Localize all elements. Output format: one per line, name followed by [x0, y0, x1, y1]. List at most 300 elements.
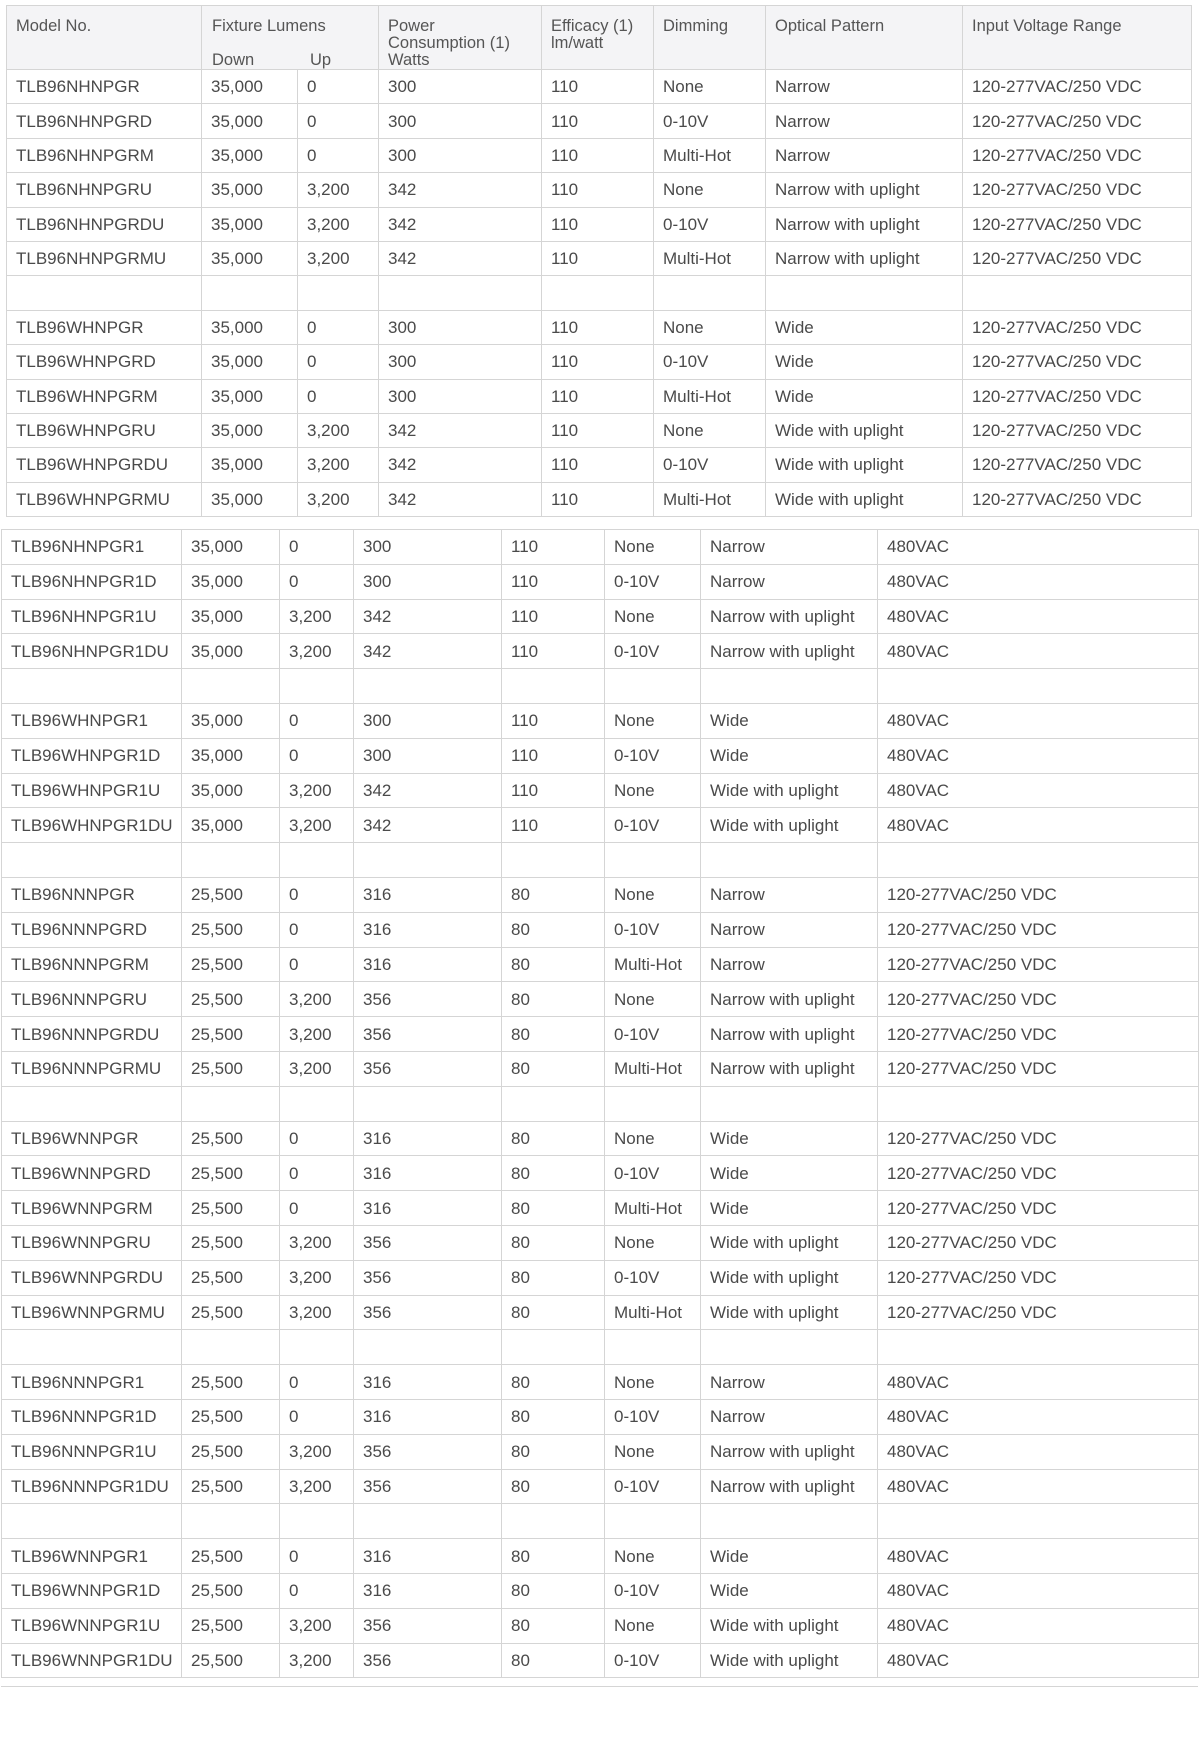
header-efficacy-line1: Efficacy (1): [551, 17, 634, 35]
cell-lumens-up: 3,200: [280, 1434, 354, 1469]
spacer-cell: [502, 843, 605, 878]
cell-efficacy: 110: [502, 703, 605, 738]
cell-efficacy: 110: [502, 773, 605, 808]
cell-input-voltage: 480VAC: [878, 1399, 1199, 1434]
cell-lumens-up: 0: [280, 947, 354, 982]
spacer-cell: [878, 1330, 1199, 1365]
header-power-line3: Watts: [388, 51, 430, 69]
cell-efficacy: 80: [502, 982, 605, 1017]
cell-input-voltage: 480VAC: [878, 1643, 1199, 1678]
cell-dimming: Multi-Hot: [654, 138, 766, 172]
cell-efficacy: 80: [502, 877, 605, 912]
cell-lumens-down: 25,500: [182, 1469, 280, 1504]
cell-lumens-up: 3,200: [298, 413, 379, 447]
spacer-cell: [701, 1504, 878, 1539]
cell-model-no: TLB96WHNPGRM: [7, 379, 202, 413]
cell-input-voltage: 120-277VAC/250 VDC: [878, 1260, 1199, 1295]
cell-input-voltage: 120-277VAC/250 VDC: [963, 482, 1192, 516]
cell-dimming: 0-10V: [654, 207, 766, 241]
cell-efficacy: 80: [502, 1469, 605, 1504]
cell-efficacy: 80: [502, 1608, 605, 1643]
cell-input-voltage: 120-277VAC/250 VDC: [878, 1121, 1199, 1156]
cell-lumens-down: 35,000: [202, 482, 298, 516]
cell-model-no: TLB96NHNPGRMU: [7, 241, 202, 275]
cell-lumens-down: 35,000: [202, 379, 298, 413]
table-row: [2, 599, 1199, 634]
cell-input-voltage: 480VAC: [878, 773, 1199, 808]
cell-model-no: TLB96WNNPGRMU: [2, 1295, 182, 1330]
cell-lumens-up: 3,200: [280, 1608, 354, 1643]
cell-model-no: TLB96NNNPGRD: [2, 912, 182, 947]
table-row: [2, 773, 1199, 808]
cell-input-voltage: 120-277VAC/250 VDC: [963, 138, 1192, 172]
table-row: [7, 345, 1192, 379]
cell-input-voltage: 120-277VAC/250 VDC: [878, 912, 1199, 947]
spacer-cell: [766, 276, 963, 310]
cell-power-watts: 300: [379, 310, 542, 344]
spacer-cell: [502, 1086, 605, 1121]
cell-efficacy: 80: [502, 1643, 605, 1678]
cell-lumens-down: 35,000: [182, 564, 280, 599]
cell-dimming: None: [605, 1434, 701, 1469]
spacer-cell: [2, 1504, 182, 1539]
spacer-cell: [202, 276, 298, 310]
spacer-cell: [280, 1330, 354, 1365]
cell-lumens-down: 25,500: [182, 947, 280, 982]
spacer-cell: [502, 669, 605, 704]
table-row: [7, 310, 1192, 344]
cell-model-no: TLB96WHNPGRMU: [7, 482, 202, 516]
cell-input-voltage: 120-277VAC/250 VDC: [878, 1295, 1199, 1330]
cell-dimming: Multi-Hot: [605, 1051, 701, 1086]
cell-lumens-up: 0: [280, 530, 354, 565]
header-model: Model No.: [7, 6, 202, 70]
spacer-cell: [878, 843, 1199, 878]
table-row: [7, 413, 1192, 447]
cell-power-watts: 356: [354, 1434, 502, 1469]
spacer-cell: [7, 276, 202, 310]
cell-lumens-up: 3,200: [280, 1225, 354, 1260]
spacer-cell: [280, 1504, 354, 1539]
table-row: [2, 947, 1199, 982]
cell-dimming: 0-10V: [605, 808, 701, 843]
spacer-cell: [2, 1086, 182, 1121]
table-row: [2, 1573, 1199, 1608]
table-row: [2, 808, 1199, 843]
cell-lumens-down: 25,500: [182, 912, 280, 947]
cell-efficacy: 80: [502, 1539, 605, 1574]
spacer-cell: [502, 1330, 605, 1365]
spacer-cell: [182, 1504, 280, 1539]
cell-lumens-up: 3,200: [280, 634, 354, 669]
cell-optical-pattern: Narrow: [701, 947, 878, 982]
cell-dimming: None: [605, 1225, 701, 1260]
cell-input-voltage: 120-277VAC/250 VDC: [963, 241, 1192, 275]
cell-dimming: Multi-Hot: [605, 1295, 701, 1330]
cell-optical-pattern: Narrow with uplight: [766, 173, 963, 207]
spacer-cell: [701, 1086, 878, 1121]
cell-efficacy: 110: [502, 599, 605, 634]
spacer-cell: [701, 669, 878, 704]
cell-lumens-down: 25,500: [182, 982, 280, 1017]
cell-efficacy: 110: [542, 379, 654, 413]
cell-lumens-up: 0: [280, 1365, 354, 1400]
group-spacer-row: [2, 669, 1199, 704]
cell-dimming: None: [654, 173, 766, 207]
spacer-cell: [182, 843, 280, 878]
cell-optical-pattern: Narrow with uplight: [701, 634, 878, 669]
cell-efficacy: 110: [542, 448, 654, 482]
cell-lumens-down: 35,000: [202, 70, 298, 104]
cell-optical-pattern: Narrow: [701, 564, 878, 599]
table-row: [7, 104, 1192, 138]
cell-efficacy: 80: [502, 912, 605, 947]
spacer-cell: [298, 276, 379, 310]
cell-model-no: TLB96WNNPGR1DU: [2, 1643, 182, 1678]
cell-power-watts: 316: [354, 912, 502, 947]
cell-input-voltage: 120-277VAC/250 VDC: [878, 1225, 1199, 1260]
cell-efficacy: 80: [502, 1017, 605, 1052]
cell-dimming: None: [605, 530, 701, 565]
cell-power-watts: 342: [354, 634, 502, 669]
cell-lumens-down: 25,500: [182, 1608, 280, 1643]
group-spacer-row: [2, 1330, 1199, 1365]
cell-lumens-up: 3,200: [280, 773, 354, 808]
cell-optical-pattern: Narrow with uplight: [701, 599, 878, 634]
cell-input-voltage: 120-277VAC/250 VDC: [878, 947, 1199, 982]
cell-dimming: 0-10V: [605, 738, 701, 773]
cell-efficacy: 110: [542, 138, 654, 172]
cell-model-no: TLB96WNNPGRD: [2, 1156, 182, 1191]
table-row: [2, 1399, 1199, 1434]
cell-input-voltage: 120-277VAC/250 VDC: [878, 877, 1199, 912]
cell-power-watts: 300: [354, 530, 502, 565]
cell-efficacy: 80: [502, 1399, 605, 1434]
table-row: [7, 207, 1192, 241]
cell-input-voltage: 120-277VAC/250 VDC: [963, 345, 1192, 379]
cell-optical-pattern: Wide with uplight: [701, 773, 878, 808]
cell-optical-pattern: Wide: [701, 738, 878, 773]
cell-optical-pattern: Narrow: [766, 138, 963, 172]
cell-optical-pattern: Wide with uplight: [701, 1295, 878, 1330]
cell-input-voltage: 480VAC: [878, 738, 1199, 773]
table-row: [2, 530, 1199, 565]
cell-lumens-up: 3,200: [280, 1051, 354, 1086]
cell-optical-pattern: Wide: [766, 379, 963, 413]
cell-optical-pattern: Wide: [701, 1156, 878, 1191]
table-row: [2, 1225, 1199, 1260]
cell-input-voltage: 120-277VAC/250 VDC: [878, 1017, 1199, 1052]
cell-efficacy: 110: [542, 482, 654, 516]
spacer-cell: [2, 843, 182, 878]
cell-power-watts: 356: [354, 1017, 502, 1052]
cell-optical-pattern: Narrow with uplight: [701, 1469, 878, 1504]
cell-power-watts: 356: [354, 1051, 502, 1086]
cell-model-no: TLB96NHNPGRD: [7, 104, 202, 138]
table-bottom-rule: [1, 1686, 1198, 1687]
cell-lumens-down: 35,000: [182, 808, 280, 843]
cell-dimming: 0-10V: [605, 1643, 701, 1678]
cell-optical-pattern: Narrow: [701, 1399, 878, 1434]
cell-lumens-up: 0: [280, 1573, 354, 1608]
cell-dimming: None: [654, 413, 766, 447]
cell-input-voltage: 480VAC: [878, 1573, 1199, 1608]
cell-efficacy: 110: [542, 104, 654, 138]
cell-optical-pattern: Wide with uplight: [766, 413, 963, 447]
cell-dimming: 0-10V: [654, 104, 766, 138]
group-spacer-row: [2, 843, 1199, 878]
table-row: [2, 1469, 1199, 1504]
cell-model-no: TLB96NHNPGR1D: [2, 564, 182, 599]
cell-power-watts: 342: [379, 241, 542, 275]
spacer-cell: [605, 669, 701, 704]
cell-lumens-down: 25,500: [182, 1643, 280, 1678]
cell-efficacy: 80: [502, 1121, 605, 1156]
header-input-voltage: Input Voltage Range: [963, 6, 1192, 70]
cell-input-voltage: 480VAC: [878, 1608, 1199, 1643]
cell-lumens-down: 35,000: [202, 241, 298, 275]
cell-lumens-up: 3,200: [298, 482, 379, 516]
table-row: [2, 877, 1199, 912]
spacer-cell: [182, 669, 280, 704]
cell-lumens-down: 35,000: [202, 310, 298, 344]
cell-model-no: TLB96NNNPGRM: [2, 947, 182, 982]
cell-power-watts: 316: [354, 1365, 502, 1400]
cell-efficacy: 80: [502, 1156, 605, 1191]
table-row: [2, 912, 1199, 947]
cell-dimming: None: [605, 1608, 701, 1643]
cell-lumens-down: 35,000: [202, 413, 298, 447]
cell-input-voltage: 480VAC: [878, 1469, 1199, 1504]
cell-input-voltage: 120-277VAC/250 VDC: [963, 104, 1192, 138]
table-row: [2, 1434, 1199, 1469]
cell-lumens-up: 0: [298, 138, 379, 172]
cell-lumens-up: 0: [298, 310, 379, 344]
cell-lumens-up: 3,200: [280, 982, 354, 1017]
cell-optical-pattern: Wide with uplight: [701, 1608, 878, 1643]
cell-optical-pattern: Narrow: [701, 530, 878, 565]
cell-model-no: TLB96WNNPGRU: [2, 1225, 182, 1260]
cell-dimming: 0-10V: [605, 564, 701, 599]
cell-input-voltage: 480VAC: [878, 599, 1199, 634]
cell-optical-pattern: Narrow with uplight: [701, 982, 878, 1017]
cell-dimming: 0-10V: [605, 1469, 701, 1504]
cell-efficacy: 110: [542, 345, 654, 379]
cell-optical-pattern: Narrow with uplight: [766, 207, 963, 241]
cell-lumens-up: 3,200: [280, 1643, 354, 1678]
header-optical-pattern: Optical Pattern: [766, 6, 963, 70]
table-row: [2, 738, 1199, 773]
cell-lumens-down: 25,500: [182, 877, 280, 912]
cell-dimming: 0-10V: [605, 634, 701, 669]
cell-lumens-up: 3,200: [280, 1295, 354, 1330]
cell-dimming: None: [605, 1539, 701, 1574]
header-efficacy-line2: lm/watt: [551, 34, 604, 52]
cell-lumens-up: 0: [280, 738, 354, 773]
spacer-cell: [701, 843, 878, 878]
cell-power-watts: 300: [354, 738, 502, 773]
cell-lumens-up: 3,200: [280, 1017, 354, 1052]
cell-efficacy: 110: [542, 241, 654, 275]
spacer-cell: [354, 1330, 502, 1365]
cell-model-no: TLB96NNNPGR: [2, 877, 182, 912]
spacer-cell: [280, 1086, 354, 1121]
cell-dimming: Multi-Hot: [654, 241, 766, 275]
cell-power-watts: 356: [354, 982, 502, 1017]
spec-table-upper: [6, 5, 1192, 517]
spacer-cell: [354, 843, 502, 878]
table-row: [7, 70, 1192, 104]
spacer-cell: [502, 1504, 605, 1539]
cell-power-watts: 316: [354, 1399, 502, 1434]
cell-input-voltage: 120-277VAC/250 VDC: [963, 413, 1192, 447]
cell-power-watts: 316: [354, 947, 502, 982]
cell-efficacy: 110: [502, 808, 605, 843]
cell-efficacy: 110: [542, 70, 654, 104]
cell-input-voltage: 120-277VAC/250 VDC: [878, 1156, 1199, 1191]
cell-lumens-up: 0: [280, 1191, 354, 1226]
spacer-cell: [280, 669, 354, 704]
cell-model-no: TLB96NNNPGRMU: [2, 1051, 182, 1086]
cell-model-no: TLB96WNNPGR1: [2, 1539, 182, 1574]
cell-dimming: Multi-Hot: [605, 1191, 701, 1226]
group-spacer-row: [2, 1086, 1199, 1121]
cell-dimming: None: [605, 773, 701, 808]
cell-lumens-down: 35,000: [202, 138, 298, 172]
cell-input-voltage: 480VAC: [878, 530, 1199, 565]
cell-model-no: TLB96NHNPGRDU: [7, 207, 202, 241]
spacer-cell: [354, 1086, 502, 1121]
cell-lumens-up: 0: [280, 703, 354, 738]
cell-efficacy: 110: [542, 413, 654, 447]
cell-power-watts: 342: [354, 773, 502, 808]
cell-power-watts: 300: [354, 564, 502, 599]
cell-lumens-up: 3,200: [298, 241, 379, 275]
table-row: [2, 703, 1199, 738]
cell-model-no: TLB96WHNPGR1DU: [2, 808, 182, 843]
cell-dimming: None: [605, 877, 701, 912]
cell-lumens-up: 3,200: [280, 808, 354, 843]
table-row: [2, 1295, 1199, 1330]
cell-dimming: Multi-Hot: [605, 947, 701, 982]
cell-model-no: TLB96WHNPGR1U: [2, 773, 182, 808]
cell-model-no: TLB96WNNPGR1D: [2, 1573, 182, 1608]
header-efficacy: [542, 6, 654, 70]
cell-power-watts: 356: [354, 1260, 502, 1295]
cell-lumens-down: 25,500: [182, 1121, 280, 1156]
cell-lumens-down: 35,000: [182, 530, 280, 565]
table-row: [2, 1643, 1199, 1678]
cell-power-watts: 316: [354, 1573, 502, 1608]
cell-model-no: TLB96NNNPGR1D: [2, 1399, 182, 1434]
cell-lumens-up: 0: [280, 877, 354, 912]
cell-lumens-down: 35,000: [182, 599, 280, 634]
spacer-cell: [354, 669, 502, 704]
spacer-cell: [963, 276, 1192, 310]
cell-efficacy: 80: [502, 1260, 605, 1295]
cell-power-watts: 356: [354, 1643, 502, 1678]
cell-lumens-up: 3,200: [280, 1260, 354, 1295]
header-lumens-down: Down: [212, 51, 255, 69]
cell-model-no: TLB96NHNPGRM: [7, 138, 202, 172]
cell-power-watts: 300: [379, 345, 542, 379]
cell-lumens-up: 0: [280, 1156, 354, 1191]
cell-lumens-up: 0: [280, 912, 354, 947]
cell-power-watts: 300: [379, 379, 542, 413]
cell-lumens-up: 0: [280, 564, 354, 599]
cell-optical-pattern: Wide: [701, 703, 878, 738]
spacer-cell: [654, 276, 766, 310]
cell-lumens-up: 0: [280, 1399, 354, 1434]
cell-input-voltage: 120-277VAC/250 VDC: [963, 173, 1192, 207]
cell-optical-pattern: Wide with uplight: [701, 1643, 878, 1678]
spacer-cell: [878, 669, 1199, 704]
table-row: [7, 379, 1192, 413]
cell-input-voltage: 120-277VAC/250 VDC: [963, 448, 1192, 482]
cell-dimming: None: [605, 703, 701, 738]
cell-dimming: None: [654, 310, 766, 344]
cell-lumens-up: 3,200: [298, 207, 379, 241]
cell-optical-pattern: Narrow: [701, 1365, 878, 1400]
cell-optical-pattern: Narrow: [701, 877, 878, 912]
cell-lumens-down: 35,000: [182, 703, 280, 738]
cell-efficacy: 80: [502, 1225, 605, 1260]
cell-power-watts: 356: [354, 1225, 502, 1260]
cell-optical-pattern: Wide: [766, 310, 963, 344]
cell-dimming: None: [605, 1121, 701, 1156]
cell-power-watts: 342: [379, 207, 542, 241]
cell-model-no: TLB96WHNPGRU: [7, 413, 202, 447]
spacer-cell: [2, 1330, 182, 1365]
cell-dimming: Multi-Hot: [654, 379, 766, 413]
cell-lumens-down: 25,500: [182, 1365, 280, 1400]
spacer-cell: [605, 1504, 701, 1539]
table-row: [2, 1121, 1199, 1156]
cell-efficacy: 110: [502, 634, 605, 669]
cell-power-watts: 356: [354, 1608, 502, 1643]
cell-input-voltage: 120-277VAC/250 VDC: [963, 70, 1192, 104]
cell-efficacy: 110: [542, 207, 654, 241]
cell-power-watts: 342: [379, 448, 542, 482]
cell-model-no: TLB96WNNPGRDU: [2, 1260, 182, 1295]
table-row: [2, 1608, 1199, 1643]
table-row: [2, 1539, 1199, 1574]
cell-model-no: TLB96WNNPGRM: [2, 1191, 182, 1226]
cell-optical-pattern: Wide with uplight: [701, 1260, 878, 1295]
cell-efficacy: 110: [502, 738, 605, 773]
cell-model-no: TLB96NNNPGR1DU: [2, 1469, 182, 1504]
cell-lumens-down: 35,000: [202, 207, 298, 241]
cell-optical-pattern: Narrow with uplight: [701, 1051, 878, 1086]
cell-input-voltage: 480VAC: [878, 703, 1199, 738]
table-row: [2, 634, 1199, 669]
cell-efficacy: 110: [542, 310, 654, 344]
cell-input-voltage: 120-277VAC/250 VDC: [963, 379, 1192, 413]
spec-table-lower: [1, 529, 1199, 1678]
cell-lumens-up: 0: [298, 379, 379, 413]
cell-lumens-down: 25,500: [182, 1573, 280, 1608]
cell-power-watts: 300: [379, 70, 542, 104]
cell-lumens-up: 3,200: [280, 599, 354, 634]
cell-power-watts: 316: [354, 1191, 502, 1226]
spacer-cell: [878, 1504, 1199, 1539]
table-row: [2, 1051, 1199, 1086]
cell-model-no: TLB96NNNPGR1: [2, 1365, 182, 1400]
cell-model-no: TLB96WHNPGRD: [7, 345, 202, 379]
group-spacer-row: [2, 1504, 1199, 1539]
cell-optical-pattern: Narrow with uplight: [766, 241, 963, 275]
header-lumens-up: Up: [310, 51, 332, 69]
